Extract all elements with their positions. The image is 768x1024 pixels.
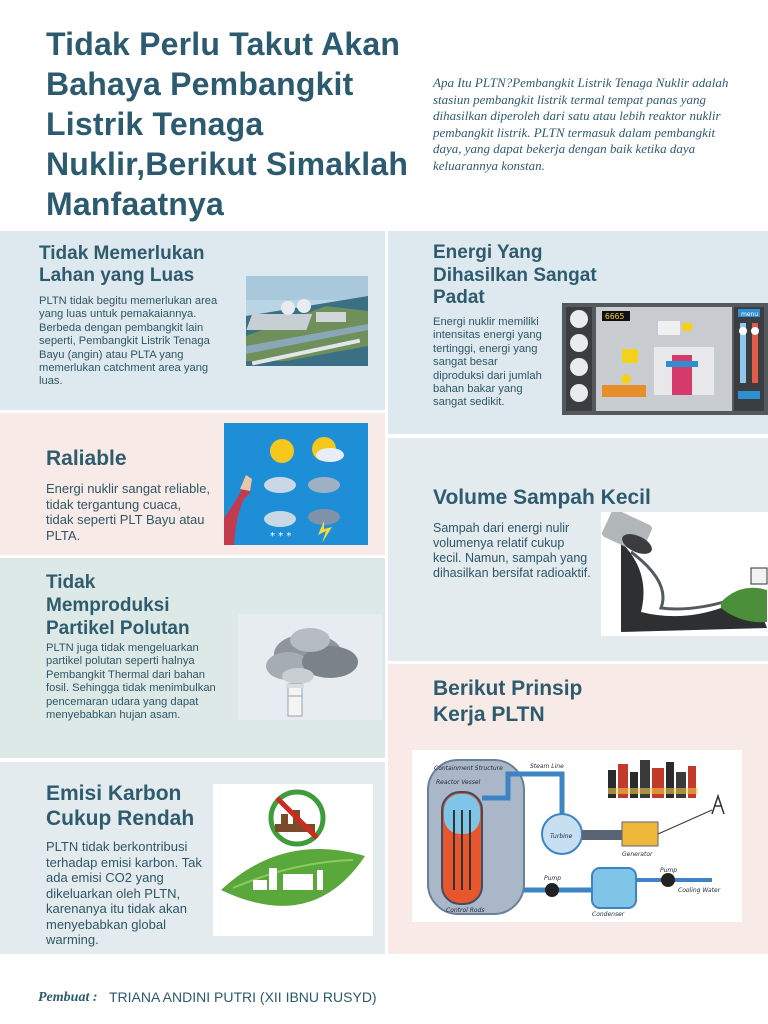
section-title-prinsip: Berikut Prinsip Kerja PLTN [433,677,583,726]
weather-icons-image [224,423,368,545]
section-title-karbon: Emisi Karbon Cukup Rendah [46,782,195,830]
section-text-polutan: PLTN juga tidak mengeluarkan partikel polutan seperti halnya Pembangkit Thermal dari bahan fosil. Sehingga tidak menimbulkan pencemaran udara yang dapat menyebabkan hujan asam. [46,642,216,722]
intro-paragraph: Apa Itu PLTN?Pembangkit Listrik Tenaga Nuklir adalah stasiun pembangkit listrik termal tempat panas yang dihasilkan diperoleh dari satu atau lebih reaktor nuklir pembangkit listrik. PLTN termasuk dalam pembangkit daya, yang dapat bekerja dengan baik ketika daya keluarannya konstan. [433,75,729,173]
section-text-sampah: Sampah dari energi nulir volumenya relatif cukup kecil. Namun, sampah yang dihasilkan bersifat radioaktif. [433,521,591,580]
panel-prinsip [388,664,768,954]
section-text-lahan: PLTN tidak begitu memerlukan area yang luas untuk pemakaiannya. Berbeda dengan pembangkit lain seperti, Pembangkit Listrik Tenaga Bayu (angin) atau PLTA yang memerlukan catchment area yang luas. [39,295,218,388]
section-title-reliable: Raliable [46,447,127,470]
section-title-polutan: Tidak Memproduksi Partikel Polutan [46,572,190,639]
reactor-control-panel-image [562,303,768,415]
panel-sampah [388,438,768,661]
section-title-sampah: Volume Sampah Kecil [433,486,651,509]
pltn-working-principle-diagram [412,750,742,922]
smoke-chimney-image [238,614,382,720]
label-generator: Generator [622,851,653,858]
footer-label: Pembuat : [38,990,98,1005]
section-text-reliable: Energi nuklir sangat reliable, tidak tergantung cuaca, tidak seperti PLT Bayu atau PLTA. [46,481,211,543]
panel-karbon [0,762,385,954]
section-title-lahan: Tidak Memerlukan Lahan yang Luas [39,243,205,286]
label-turbine: Turbine [550,833,573,840]
label-pump-2: Pump [660,867,678,874]
toxic-waste-barrel-image [601,512,768,636]
power-plant-aerial-image [246,276,368,366]
svg-text:* * *: * * * [270,531,292,542]
label-reactor: Reactor Vessel [436,779,481,786]
panel-energi [388,231,768,434]
panel-lahan [0,231,385,410]
page-title: Tidak Perlu Takut Akan Bahaya Pembangkit Listrik Tenaga Nuklir,Berikut Simaklah Manfaatnya [46,26,409,222]
label-containment: Containment Structure [434,765,503,772]
label-cooling-water: Cooling Water [678,887,721,894]
panel-reliable [0,413,385,555]
section-title-energi: Energi Yang Dihasilkan Sangat Padat [433,242,597,308]
label-condenser: Condenser [592,911,625,918]
label-control-rods: Control Rods [446,907,485,914]
panel-polutan [0,558,385,758]
green-leaf-factory-image [213,784,373,936]
panel-display-value: 6665 [605,312,625,321]
panel-menu-label: menu [741,311,759,318]
section-text-energi: Energi nuklir memiliki intensitas energi yang tertinggi, energi yang sangat besar diproduksi dari jumlah bahan bakar yang sangat sedikit. [433,316,542,409]
footer-author-name: TRIANA ANDINI PUTRI (XII IBNU RUSYD) [109,989,377,1005]
label-pump-1: Pump [544,875,562,882]
label-steam-line: Steam Line [530,763,564,770]
section-text-karbon: PLTN tidak berkontribusi terhadap emisi karbon. Tak ada emisi CO2 yang dikeluarkan oleh PLTN, karenanya itu tidak akan menyebabkan global warming. [46,839,202,947]
